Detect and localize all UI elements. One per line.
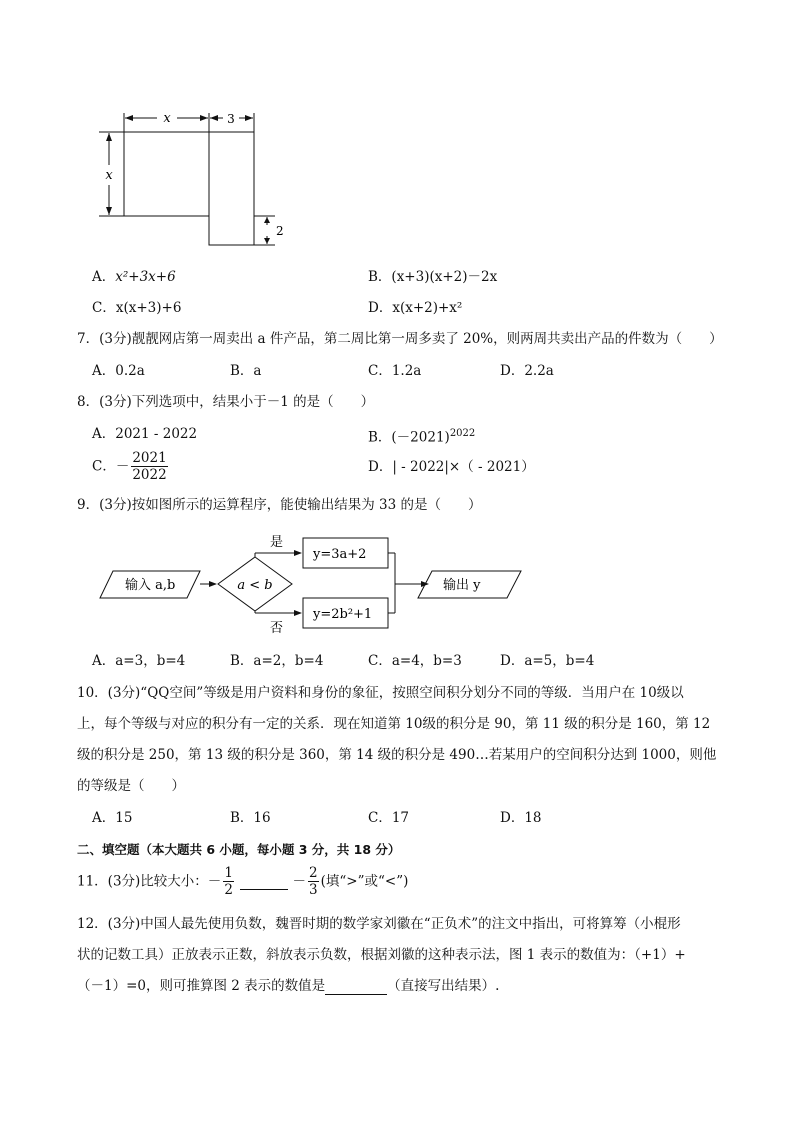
q9-option-c[interactable]: C．a=4，b=3 [368,653,462,669]
q10-line-3: 级的积分是 250，第 13 级的积分是 360，第 14 级的积分是 490…若某用户的空间积分达到 1000，则他 [77,747,717,763]
flow-bottom-formula: y=2b²+1 [313,607,373,622]
flow-yes: 是 [270,535,284,550]
q12-line-3: （－1）=0，则可推算图 2 表示的数值是 （直接写出结果）. [77,978,500,994]
q10-line-1: 10．(3分)“QQ空间”等级是用户资料和身份的象征，按照空间积分划分不同的等级．当用户在 10级以 [77,685,684,701]
q7-option-b[interactable]: B．a [230,363,262,379]
q6-option-a[interactable]: A．x²+3x+6 [92,269,176,285]
q12-answer-blank[interactable] [325,980,387,995]
q10-option-d[interactable]: D．18 [500,810,542,826]
q8-fraction: $\frac{2021}{2022}$ [132,450,167,483]
q9-option-d[interactable]: D．a=5，b=4 [500,653,595,669]
flow-input: 输入 a,b [125,578,176,593]
q9-option-b[interactable]: B．a=2，b=4 [230,653,324,669]
q12-line-1: 12．(3分)中国人最先使用负数，魏晋时期的数学家刘徽在“正负术”的注文中指出，可将算筹（小棍形 [77,916,681,932]
q10-option-b[interactable]: B．16 [230,810,271,826]
label-x-left: x [105,168,113,183]
q11-fraction-2: $\frac{2}{3}$ [309,865,318,898]
q6-option-b[interactable]: B．(x+3)(x+2)－2x [368,269,498,285]
flow-top-formula: y=3a+2 [313,547,367,562]
flow-condition: a < b [237,578,273,593]
q10-line-4: 的等级是（ ） [77,778,185,794]
q6-option-c[interactable]: C．x(x+3)+6 [92,300,182,316]
q9-option-a[interactable]: A．a=3，b=4 [92,653,186,669]
q7-option-c[interactable]: C．1.2a [368,363,422,379]
label-2: 2 [276,224,284,238]
section-title: 二、填空题（本大题共 6 小题，每小题 3 分，共 18 分） [77,842,401,857]
q6-option-d[interactable]: D．x(x+2)+x² [368,300,463,316]
q11: 11．(3分)比较大小：－ $\frac{1}{2}$ － $\frac{2}{3}$ (填“>”或“<”) [77,865,409,898]
label-x-top: x [163,111,171,126]
q10-option-a[interactable]: A．15 [92,810,133,826]
label-3: 3 [227,112,235,126]
q7-stem: 7．(3分)靓靓网店第一周卖出 a 件产品，第二周比第一周多卖了 20%，则两周共卖出产品的件数为（ ） [77,331,723,347]
q7-option-d[interactable]: D．2.2a [500,363,554,379]
q7-option-a[interactable]: A．0.2a [92,363,145,379]
q10-line-2: 上，每个等级与对应的积分有一定的关系．现在知道第 10级的积分是 90，第 11 级的积分是 160，第 12 [77,716,711,732]
q8-option-c[interactable]: C．－ $\frac{2021}{2022}$ [92,450,167,483]
q8-option-d[interactable]: D．| - 2022|×（ - 2021） [368,459,535,475]
flow-output: 输出 y [443,578,481,593]
flow-no: 否 [270,621,284,636]
q11-answer-blank[interactable] [240,873,288,890]
q8-stem: 8．(3分)下列选项中，结果小于－1 的是（ ） [77,394,375,410]
rectangle-figure [95,103,295,253]
q8-option-b[interactable]: B．$(-2021)^{2022}$ [368,428,476,446]
q11-fraction-1: $\frac{1}{2}$ [224,865,233,898]
q9-stem: 9．(3分)按如图所示的运算程序，能使输出结果为 33 的是（ ） [77,497,482,513]
q10-option-c[interactable]: C．17 [368,810,410,826]
q8-option-a[interactable]: A．2021 - 2022 [92,426,198,442]
flowchart [95,528,535,638]
q12-line-2: 状的记数工具）正放表示正数，斜放表示负数，根据刘徽的这种表示法，图 1 表示的数值为：（+1）+ [77,947,686,963]
